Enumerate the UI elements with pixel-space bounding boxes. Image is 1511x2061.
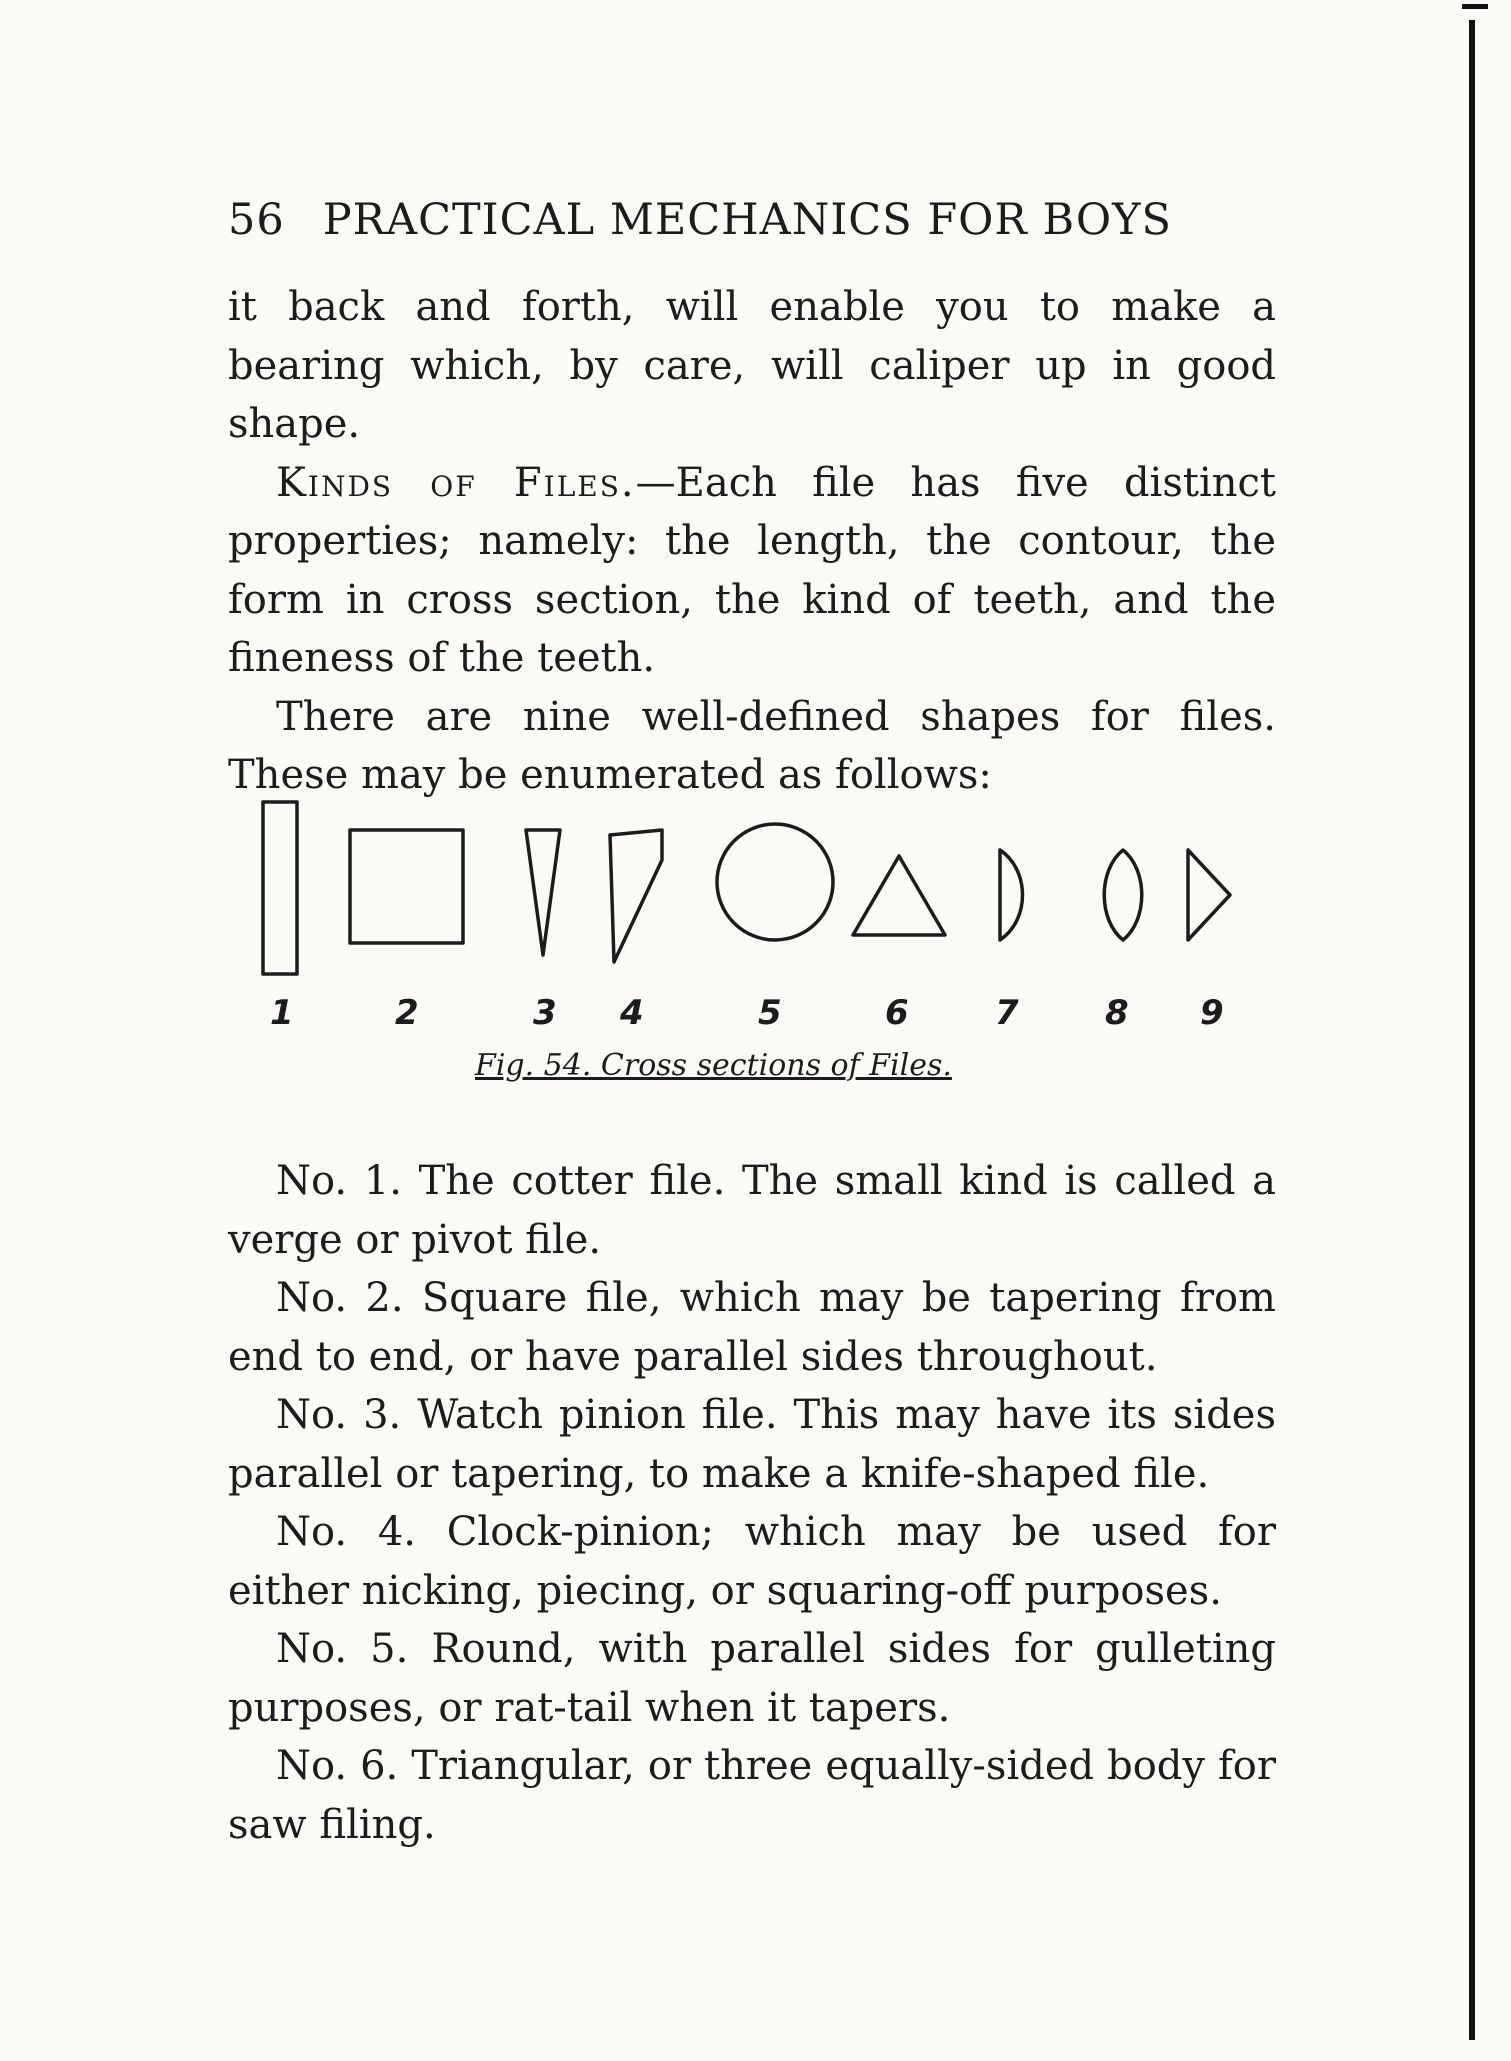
cross-section-1-flat: [263, 802, 297, 974]
cross-section-6-triangle: [853, 856, 945, 935]
figure-label-5: 5: [758, 993, 782, 1033]
paragraph-continuation: it back and forth, will enable you to make a bearing which, by care, will caliper up in good shape.: [228, 284, 1276, 447]
paragraph-nine-shapes: There are nine well-defined shapes for files. These may be enumerated as follows:: [228, 693, 1276, 798]
list-item-number: No. 6.: [276, 1743, 399, 1789]
list-item: [228, 1386, 1276, 1503]
cross-section-4-pinion: [610, 830, 662, 962]
running-header: [228, 195, 1278, 245]
list-item-number: No. 2.: [276, 1275, 404, 1321]
figure-label-6: 6: [885, 993, 909, 1033]
list-item-text: Round, with parallel sides for gulleting purposes, or rat-tail when it tapers.: [228, 1626, 1276, 1731]
page-edge-mark: [1462, 4, 1488, 9]
list-item: [228, 1503, 1276, 1620]
cross-section-8-crossing: [1104, 850, 1142, 940]
cross-section-5-round: [717, 824, 833, 940]
list-item-number: No. 4.: [276, 1509, 417, 1555]
list-item-text: Triangular, or three equally-sided body for saw filing.: [228, 1743, 1276, 1848]
page-number: 56: [228, 195, 285, 245]
figure-label-7: 7: [995, 993, 1019, 1033]
list-item: [228, 1620, 1276, 1737]
list-item-text: Clock-pinion; which may be used for either nicking, piecing, or squaring-off purposes.: [228, 1509, 1276, 1614]
list-item-text: The cotter file. The small kind is called a verge or pivot file.: [228, 1158, 1276, 1263]
list-item: [228, 1152, 1276, 1269]
figure-label-8: 8: [1105, 993, 1129, 1033]
figure-caption: Fig. 54. Cross sections of Files.: [475, 1048, 952, 1083]
figure-label-1: 1: [270, 993, 294, 1033]
body-text-top: [228, 278, 1276, 805]
paragraph-kinds-text: Each file has five distinct properties; namely: the length, the contour, the form in cross section, the kind of teeth, and the fineness of the teeth.: [228, 459, 1276, 681]
cross-section-3-knife: [526, 830, 560, 955]
cross-section-2-square: [350, 830, 463, 943]
list-item: [228, 1737, 1276, 1854]
list-item-text: Watch pinion file. This may have its sides parallel or tapering, to make a knife-shaped file.: [228, 1392, 1276, 1497]
figure-54: [240, 790, 1260, 1100]
file-list: [228, 1152, 1276, 1854]
figure-label-4: 4: [620, 993, 644, 1033]
running-title: PRACTICAL MECHANICS FOR BOYS: [322, 195, 1172, 245]
list-item-text: Square file, which may be tapering from end to end, or have parallel sides throughout.: [228, 1275, 1276, 1380]
figure-label-9: 9: [1200, 993, 1224, 1033]
cross-section-9-cant: [1188, 850, 1230, 940]
figure-label-2: 2: [395, 993, 419, 1033]
cross-section-7-half-round: [1000, 850, 1023, 940]
page-edge-line: [1469, 20, 1475, 2040]
figure-label-3: 3: [533, 993, 557, 1033]
paragraph-kinds-of-files: Kinds of Files.—Each file has five distinct properties; namely: the length, the contour, the form in cross section, the kind of teeth, and the fineness of the teeth.: [228, 459, 1276, 681]
list-item-number: No. 3.: [276, 1392, 402, 1438]
list-item-number: No. 5.: [276, 1626, 409, 1672]
list-item: [228, 1269, 1276, 1386]
section-heading: Kinds of Files.: [276, 459, 636, 506]
list-item-number: No. 1.: [276, 1158, 402, 1204]
